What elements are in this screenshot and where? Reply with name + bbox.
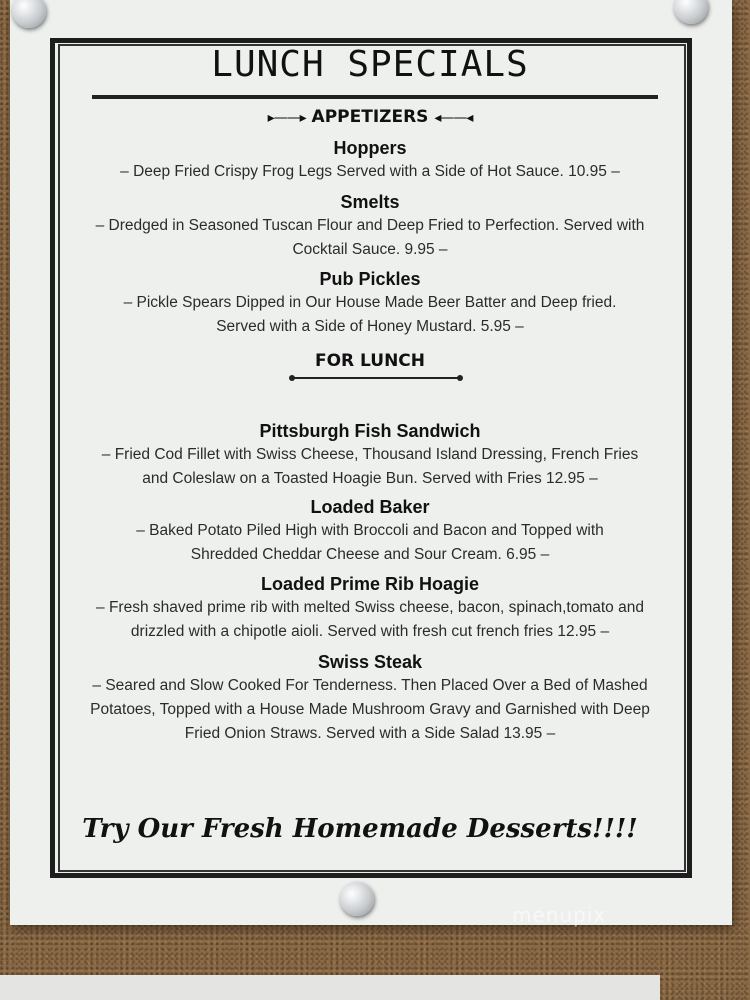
item-name: Smelts (340, 192, 400, 212)
appetizers-heading-label: APPETIZERS (311, 107, 429, 127)
item-name: Pub Pickles (319, 269, 421, 289)
item-description: – Seared and Slow Cooked For Tenderness. Then Placed Over a Bed of Mashed Potatoes, Topped with a House Made Mushroom Gravy and Garnished with Deep Fried Onion Straws. Served with a Side Salad 13.95 – (90, 677, 650, 742)
item-description: – Pickle Spears Dipped in Our House Made Beer Batter and Deep fried. Served with a Side of Honey Mustard. 5.95 – (123, 294, 617, 335)
menu-item (70, 650, 670, 746)
arrow-left-icon: ◂——◂ (434, 110, 473, 126)
dessert-tagline: Try Our Fresh Homemade Desserts!!!! (82, 814, 638, 844)
menu-item (70, 419, 670, 491)
menu-item (70, 136, 670, 184)
menu-item (70, 572, 670, 644)
item-description: – Fresh shaved prime rib with melted Swiss cheese, bacon, spinach,tomato and drizzled with a chipotle aioli. Served with fresh cut french fries 12.95 – (96, 599, 644, 640)
item-description: – Dredged in Seasoned Tuscan Flour and Deep Fried to Perfection. Served with Cocktail Sauce. 9.95 – (95, 217, 645, 258)
pushpin-icon (674, 0, 708, 24)
item-description: – Fried Cod Fillet with Swiss Cheese, Thousand Island Dressing, French Fries and Coleslaw on a Toasted Hoagie Bun. Served with Fries 12.95 – (101, 446, 639, 487)
pushpin-icon (340, 882, 374, 916)
lower-paper-sheet (0, 975, 660, 1000)
item-name: Hoppers (333, 138, 407, 158)
lunch-heading: FOR LUNCH (314, 351, 426, 371)
arrow-right-icon: ▸——▸ (267, 110, 306, 126)
appetizers-heading (70, 107, 670, 127)
pushpin-icon (12, 0, 46, 28)
item-name: Loaded Prime Rib Hoagie (260, 574, 480, 594)
item-name: Pittsburgh Fish Sandwich (259, 421, 481, 441)
item-name: Loaded Baker (310, 497, 430, 517)
item-description: – Baked Potato Piled High with Broccoli and Bacon and Topped with Shredded Cheddar Cheese and Sour Cream. 6.95 – (136, 522, 604, 563)
menu-item (70, 190, 670, 262)
title-divider (92, 95, 658, 99)
item-description: – Deep Fried Crispy Frog Legs Served with a Side of Hot Sauce. 10.95 – (120, 163, 620, 180)
watermark-logo: menupix (512, 903, 607, 927)
menu-sheet (10, 0, 732, 925)
menu-title: LUNCH SPECIALS (211, 44, 529, 85)
menu-item (70, 267, 670, 339)
item-name: Swiss Steak (317, 652, 423, 672)
lunch-divider (292, 377, 460, 379)
menu-item (70, 495, 670, 567)
